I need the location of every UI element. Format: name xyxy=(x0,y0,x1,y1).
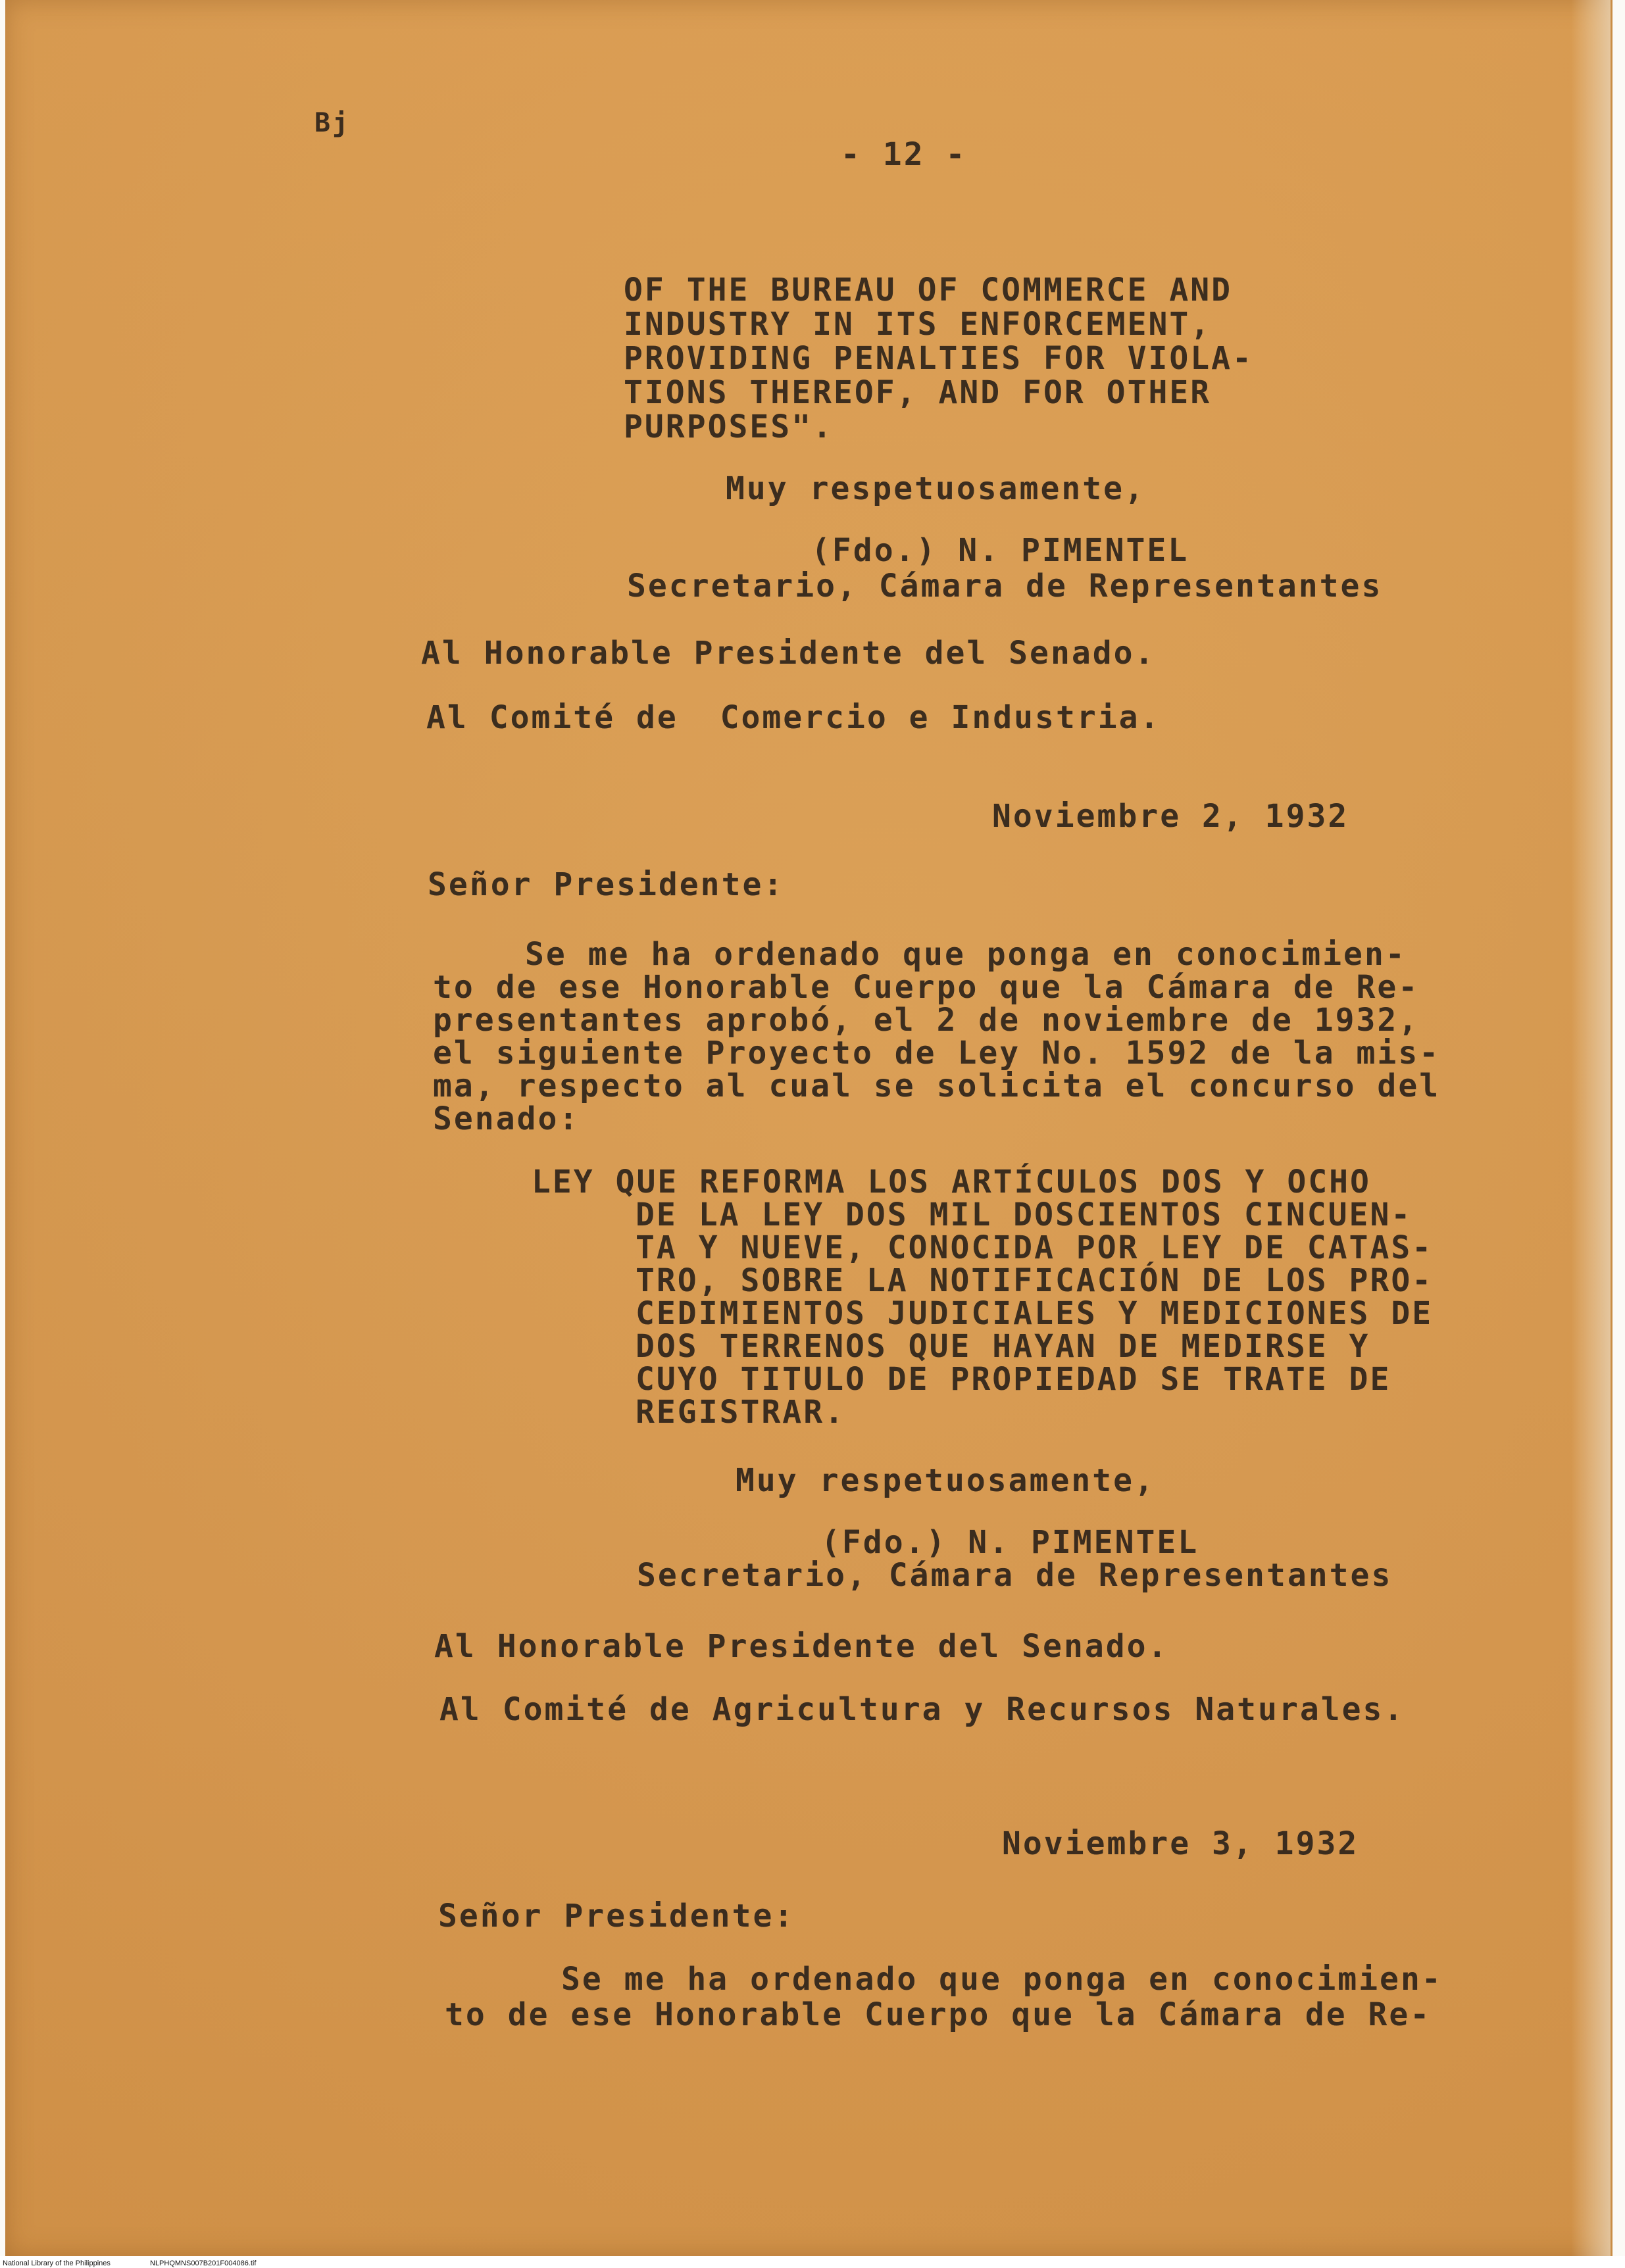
body-line: to de ese Honorable Cuerpo que la Cámara de Re- xyxy=(445,1996,1432,2033)
bill-title-line: PROVIDING PENALTIES FOR VIOLA- xyxy=(624,340,1253,377)
committee-referral: Al Comité de Comercio e Industria. xyxy=(426,699,1161,736)
closing: Muy respetuosamente, xyxy=(726,470,1145,507)
bill-title-line: PURPOSES". xyxy=(624,408,834,445)
scan-footer xyxy=(0,2256,1625,2268)
bill-title-line: DE LA LEY DOS MIL DOSCIENTOS CINCUEN- xyxy=(636,1196,1412,1233)
bill-title-line: TIONS THEREOF, AND FOR OTHER xyxy=(624,374,1212,411)
signature: (Fdo.) N. PIMENTEL xyxy=(821,1524,1199,1561)
body-line: el siguiente Proyecto de Ley No. 1592 de la mis- xyxy=(433,1035,1441,1072)
body-line: Se me ha ordenado que ponga en conocimien- xyxy=(561,1961,1443,1998)
document-page xyxy=(5,0,1613,2256)
committee-referral: Al Comité de Agricultura y Recursos Naturales. xyxy=(439,1691,1405,1728)
body-line: presentantes aprobó, el 2 de noviembre de 1932, xyxy=(433,1002,1420,1039)
bill-title-line: REGISTRAR. xyxy=(636,1394,845,1431)
body-line: Senado: xyxy=(433,1100,580,1137)
addressee: Al Honorable Presidente del Senado. xyxy=(434,1628,1169,1665)
bill-title-line: CUYO TITULO DE PROPIEDAD SE TRATE DE xyxy=(636,1361,1391,1398)
body-line: to de ese Honorable Cuerpo que la Cámara de Re- xyxy=(433,969,1420,1006)
bill-title-line: TA Y NUEVE, CONOCIDA POR LEY DE CATAS- xyxy=(636,1229,1434,1266)
bill-title-line: INDUSTRY IN ITS ENFORCEMENT, xyxy=(624,306,1212,343)
page-number: - 12 - xyxy=(841,136,967,173)
signer-title: Secretario, Cámara de Representantes xyxy=(637,1557,1393,1594)
file-id: NLPHQMNS007B201F004086.tif xyxy=(150,2259,257,2267)
closing: Muy respetuosamente, xyxy=(736,1462,1155,1499)
salutation: Señor Presidente: xyxy=(438,1898,795,1935)
library-credit: National Library of the Philippines xyxy=(3,2259,111,2267)
bill-title-line: OF THE BUREAU OF COMMERCE AND xyxy=(624,272,1233,308)
body-line: Se me ha ordenado que ponga en conocimien- xyxy=(525,936,1407,973)
addressee: Al Honorable Presidente del Senado. xyxy=(421,635,1156,672)
letter-date: Noviembre 3, 1932 xyxy=(1002,1825,1359,1862)
salutation: Señor Presidente: xyxy=(428,866,785,903)
signature: (Fdo.) N. PIMENTEL xyxy=(811,532,1189,569)
letter-date: Noviembre 2, 1932 xyxy=(992,798,1349,835)
paper-edge xyxy=(1571,0,1611,2256)
signer-title: Secretario, Cámara de Representantes xyxy=(627,568,1383,604)
bill-title-line: LEY QUE REFORMA LOS ARTÍCULOS DOS Y OCHO xyxy=(532,1164,1371,1200)
body-line: ma, respecto al cual se solicita el concurso del xyxy=(433,1068,1441,1104)
bill-title-line: DOS TERRENOS QUE HAYAN DE MEDIRSE Y xyxy=(636,1328,1370,1365)
typist-initials: Bj xyxy=(314,108,351,138)
bill-title-line: TRO, SOBRE LA NOTIFICACIÓN DE LOS PRO- xyxy=(636,1262,1434,1299)
bill-title-line: CEDIMIENTOS JUDICIALES Y MEDICIONES DE xyxy=(636,1295,1434,1332)
